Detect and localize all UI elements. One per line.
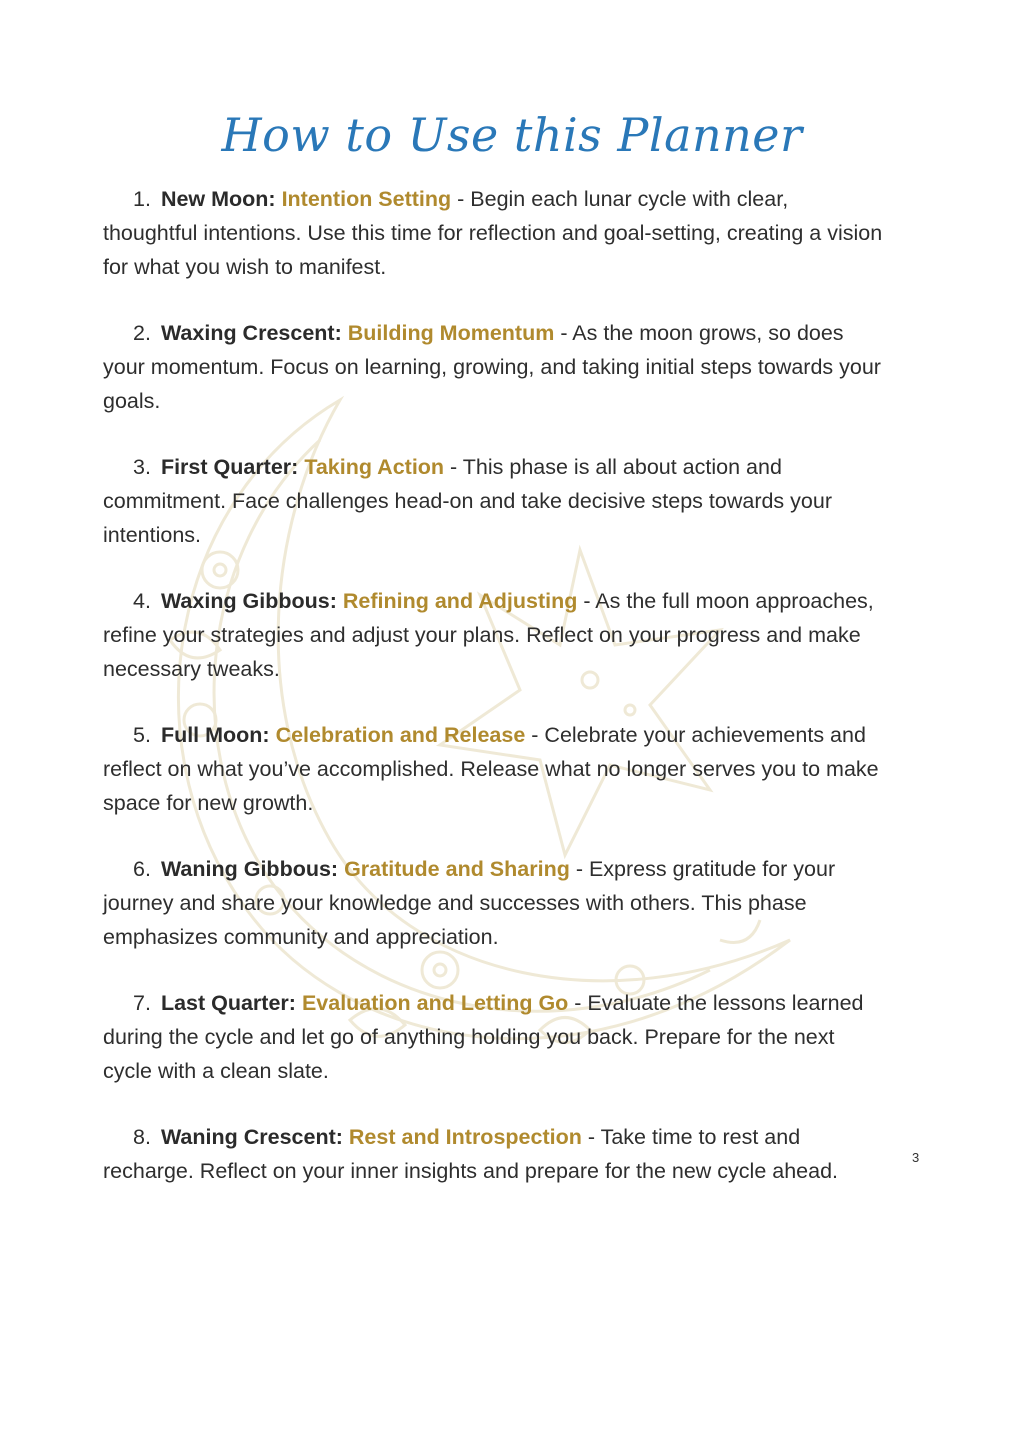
list-item [103, 718, 883, 820]
phase-description: - Evaluate the lessons learned during the cycle and let go of anything holding you back. Prepare for the next cycle with a clean slate. [103, 991, 864, 1083]
phase-theme: Rest and Introspection [348, 1125, 582, 1149]
list-item [103, 1120, 883, 1188]
phase-description: - As the moon grows, so does your momentum. Focus on learning, growing, and taking initial steps towards your goals. [103, 321, 881, 413]
phase-name: Full Moon: [160, 723, 270, 747]
phase-theme: Celebration and Release [275, 723, 526, 747]
phase-theme: Intention Setting [281, 187, 452, 211]
phase-description: - Celebrate your achievements and reflect on what you’ve accomplished. Release what no longer serves you to make space for new growth. [103, 723, 879, 815]
phase-theme: Gratitude and Sharing [344, 857, 570, 881]
phase-description: - Take time to rest and recharge. Reflect on your inner insights and prepare for the new cycle ahead. [103, 1125, 839, 1183]
phase-name: Waning Gibbous: [160, 857, 339, 881]
phase-number: 4. [133, 589, 151, 613]
phase-number: 1. [133, 187, 151, 211]
moon-phase-list [103, 182, 883, 1220]
page-number: 3 [912, 1150, 920, 1165]
list-item [103, 852, 883, 954]
phase-number: 5. [133, 723, 151, 747]
phase-number: 6. [133, 857, 151, 881]
phase-theme: Taking Action [304, 455, 445, 479]
phase-number: 7. [133, 991, 151, 1015]
phase-name: First Quarter: [160, 455, 299, 479]
page-title: How to Use this Planner [221, 108, 803, 162]
list-item [103, 450, 883, 552]
list-item [103, 584, 883, 686]
phase-name: Waxing Gibbous: [160, 589, 337, 613]
phase-number: 2. [133, 321, 151, 345]
phase-description: - This phase is all about action and commitment. Face challenges head-on and take decisive steps towards your intentions. [103, 455, 832, 547]
phase-number: 3. [133, 455, 151, 479]
phase-name: Waxing Crescent: [160, 321, 342, 345]
phase-theme: Evaluation and Letting Go [301, 991, 569, 1015]
phase-theme: Building Momentum [347, 321, 555, 345]
list-item [103, 316, 883, 418]
phase-description: - As the full moon approaches, refine your strategies and adjust your plans. Reflect on your progress and make necessary tweaks. [103, 589, 874, 681]
phase-name: New Moon: [160, 187, 276, 211]
phase-theme: Refining and Adjusting [342, 589, 578, 613]
phase-name: Waning Crescent: [160, 1125, 343, 1149]
phase-number: 8. [133, 1125, 151, 1149]
phase-description: - Express gratitude for your journey and share your knowledge and successes with others. This phase emphasizes community and appreciation. [103, 857, 836, 949]
list-item [103, 986, 883, 1088]
phase-name: Last Quarter: [160, 991, 296, 1015]
list-item [103, 182, 883, 284]
phase-description: - Begin each lunar cycle with clear, thoughtful intentions. Use this time for reflection and goal-setting, creating a vision for what you wish to manifest. [103, 187, 883, 279]
